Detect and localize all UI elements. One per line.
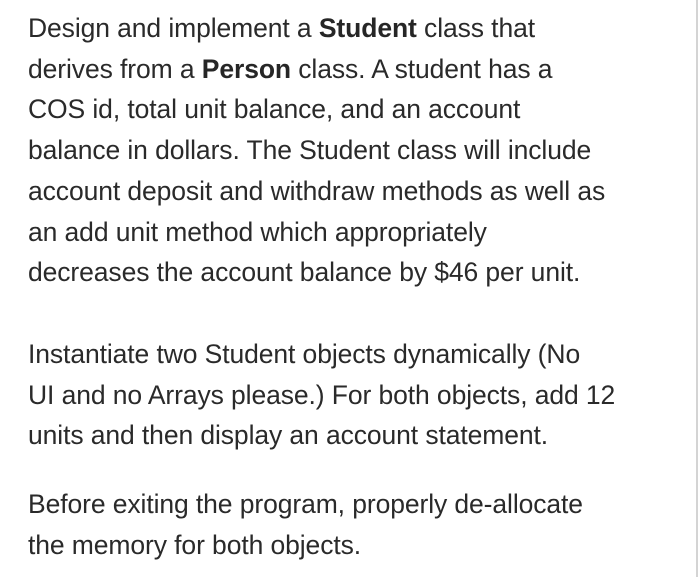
assignment-text: [28, 8, 678, 565]
student-class-name: Student: [318, 13, 417, 43]
text-line: COS id, total unit balance, and an account: [28, 94, 521, 125]
text-line: Before exiting the program, properly de-allocate: [28, 489, 583, 520]
paragraph-spacer: [28, 293, 678, 334]
text-line: UI and no Arrays please.) For both objects, add 12: [28, 379, 616, 410]
text-segment: derives from a: [28, 53, 202, 84]
text-segment: Design and implement a: [28, 13, 319, 43]
text-line: balance in dollars. The Student class will include: [28, 135, 592, 166]
text-line: account deposit and withdraw methods as well as: [28, 175, 606, 206]
paragraph-instantiation: [28, 334, 678, 456]
text-line: an add unit method which appropriately: [28, 216, 487, 247]
paragraph-spacer: [28, 456, 678, 484]
person-class-name: Person: [201, 53, 292, 84]
text-line: [28, 8, 678, 49]
paragraph-class-design: [28, 8, 678, 293]
text-line: decreases the account balance by $46 per unit.: [28, 257, 581, 288]
text-segment: class. A student has a: [291, 53, 553, 84]
text-line: units and then display an account statement.: [28, 420, 549, 451]
text-segment: class that: [416, 13, 535, 43]
text-line: Instantiate two Student objects dynamically (No: [28, 338, 581, 369]
text-line: [28, 49, 678, 90]
paragraph-deallocation: [28, 484, 678, 565]
right-edge-divider: [696, 0, 698, 577]
text-line: the memory for both objects.: [28, 529, 362, 560]
